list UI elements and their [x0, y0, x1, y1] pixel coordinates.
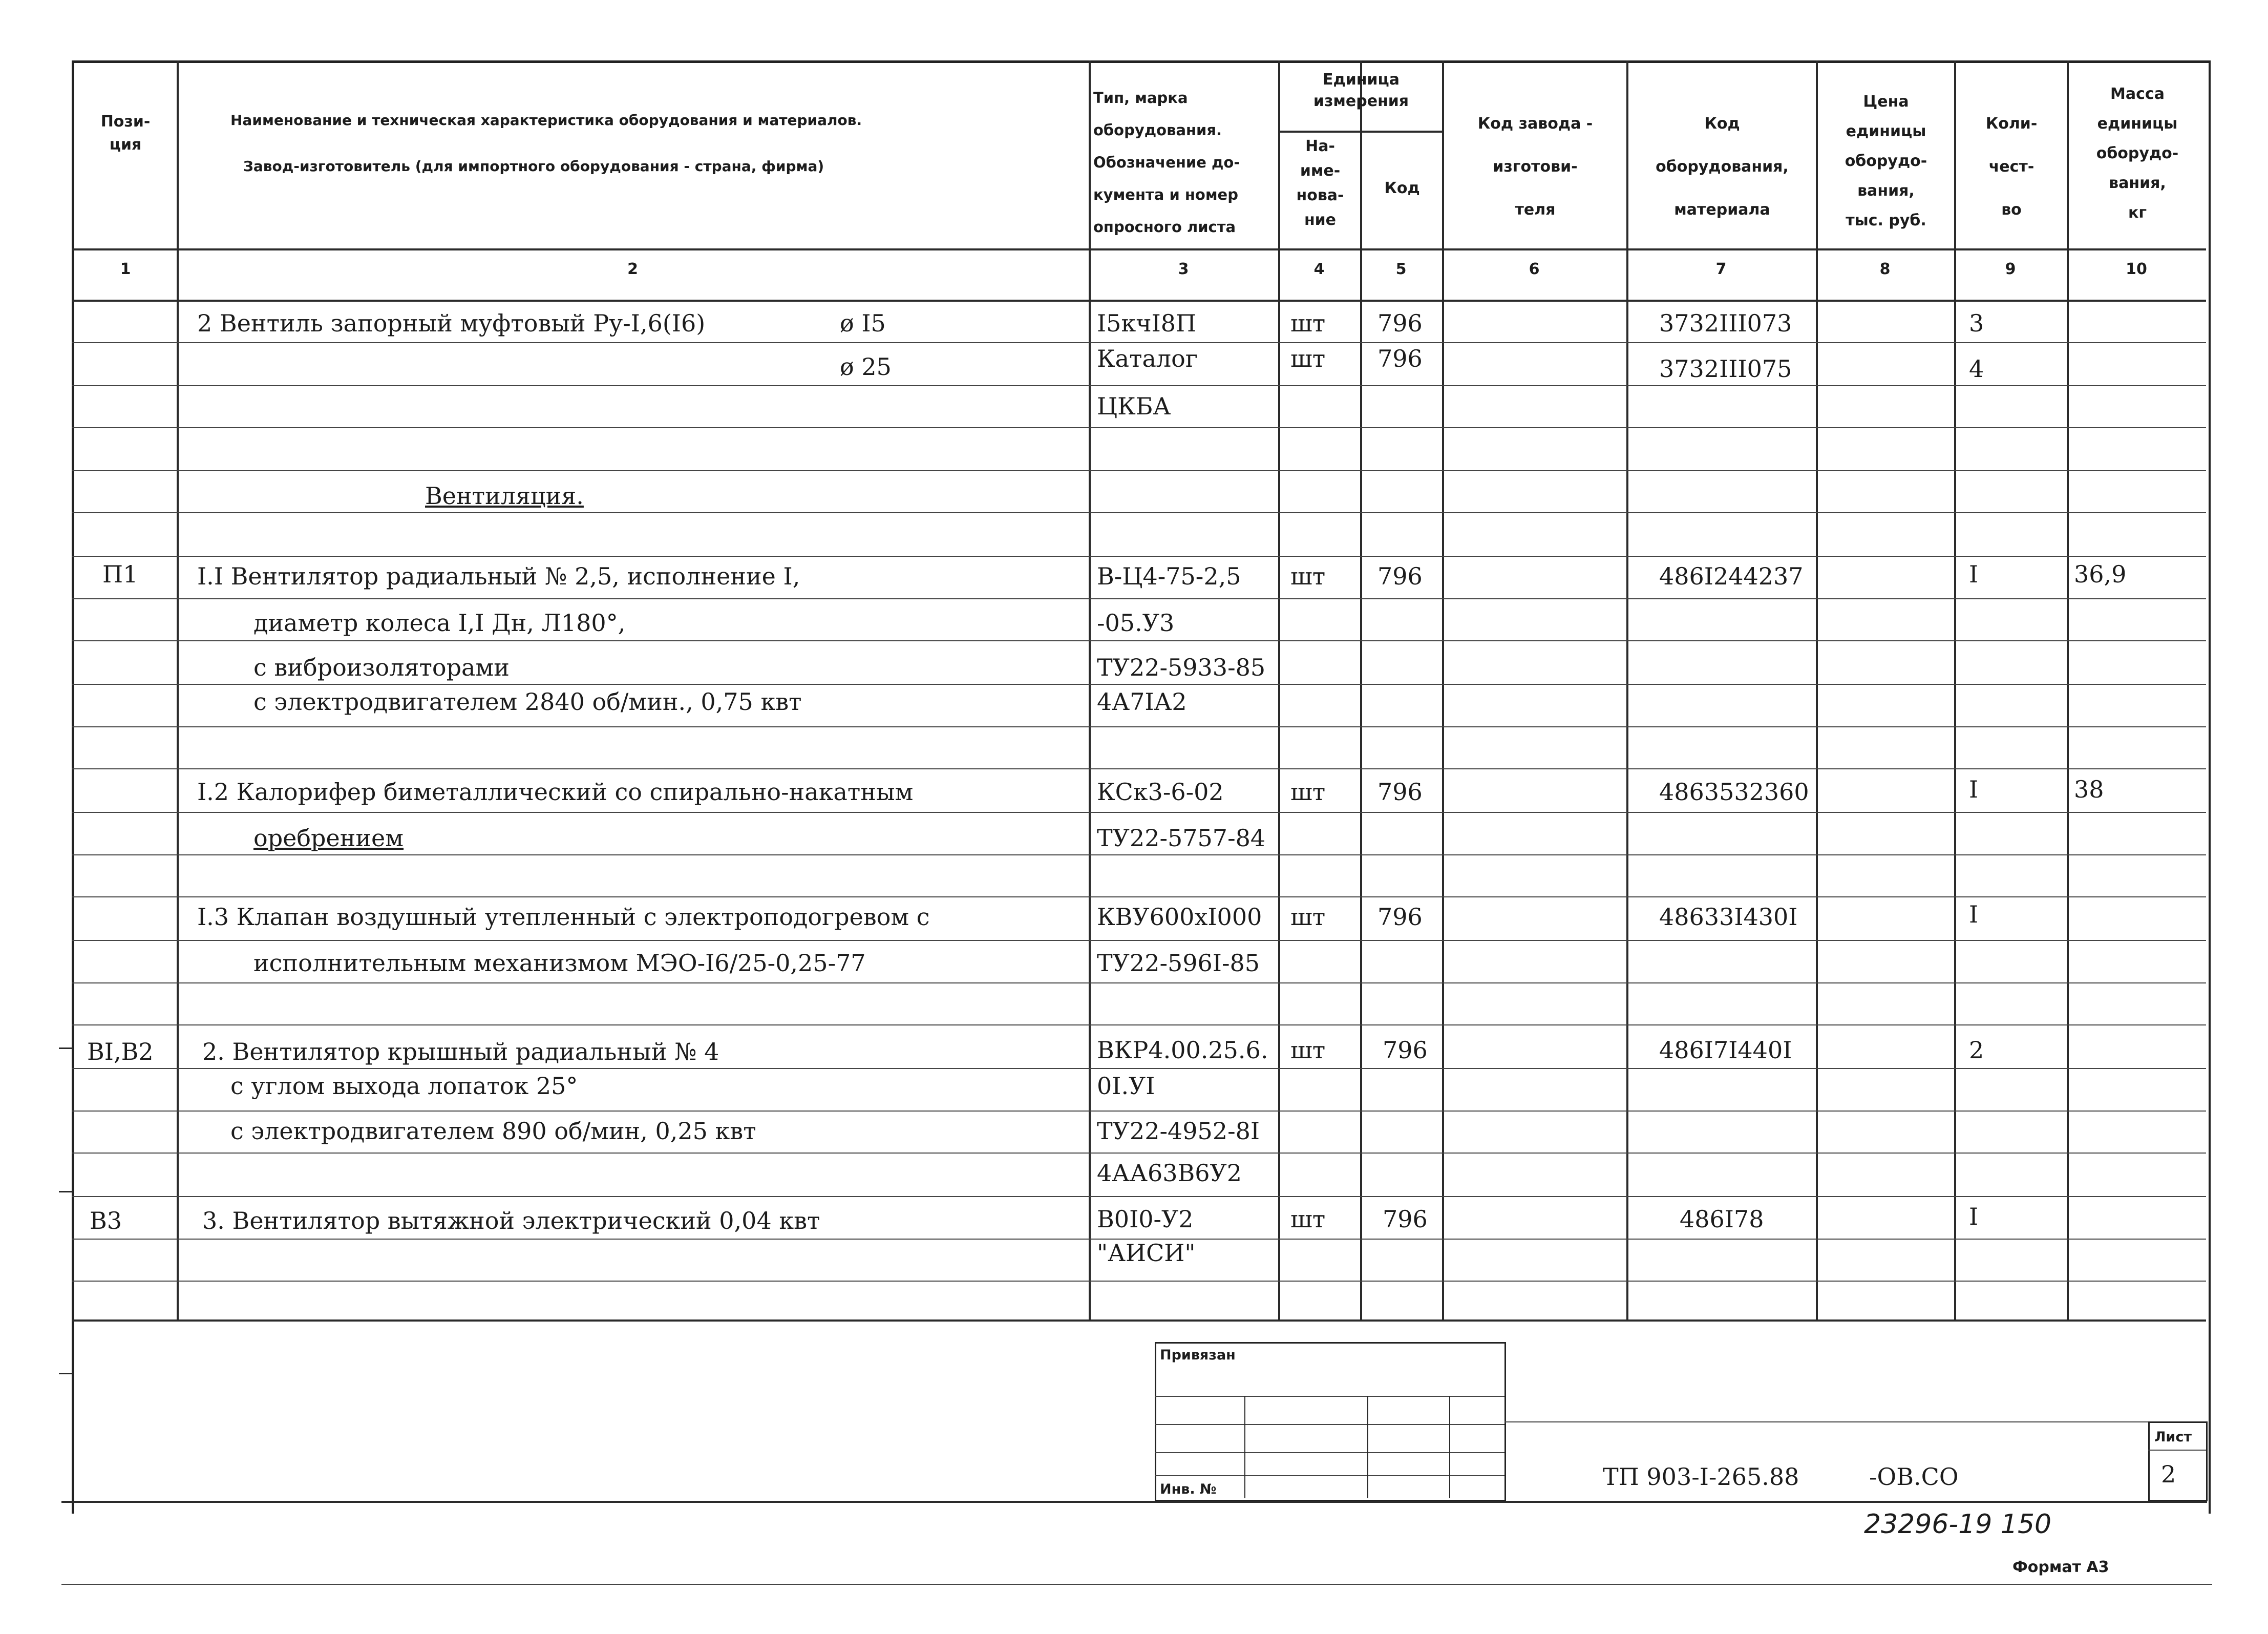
row-line	[72, 854, 2206, 855]
row-line	[72, 1024, 2206, 1025]
row-unit-code: 796	[1377, 562, 1423, 590]
row-qty: 3	[1969, 309, 1984, 337]
stamp-divider	[1244, 1396, 1245, 1498]
header-price: Цена единицы оборудо- вания, тыс. руб.	[1845, 93, 1927, 229]
header-mass: Масса единицы оборудо- вания, кг	[2096, 85, 2179, 222]
col-number: 9	[2005, 260, 2016, 278]
row-type: 4АА63В6У2	[1097, 1159, 1242, 1187]
col-number: 10	[2126, 260, 2147, 278]
section-title: Вентиляция.	[425, 482, 584, 510]
row-unit: шт	[1290, 778, 1326, 806]
row-type: ТУ22-4952-8I	[1097, 1117, 1260, 1145]
format-label: Формат А3	[2012, 1558, 2109, 1576]
row-name: с электродвигателем 2840 об/мин., 0,75 квт	[253, 688, 802, 716]
sheet-number: 2	[2161, 1460, 2176, 1488]
row-line	[72, 1196, 2206, 1197]
row-type: -05.У3	[1097, 609, 1175, 637]
frame-bottom-line	[61, 1501, 2207, 1503]
row-line	[72, 896, 2206, 897]
unit-subheader-line	[1278, 131, 1442, 133]
row-position: B3	[90, 1207, 122, 1234]
row-line	[72, 640, 2206, 641]
stamp-inv: Инв. №	[1160, 1481, 1217, 1497]
header-bottom-line	[72, 248, 2206, 250]
stamp-line	[1155, 1475, 1504, 1476]
row-line	[72, 470, 2206, 471]
row-name: с электродвигателем 890 об/мин, 0,25 квт	[230, 1117, 756, 1145]
row-qty: I	[1969, 776, 1979, 803]
header-name-line2: Завод-изготовитель (для импортного оборудования - страна, фирма)	[243, 158, 824, 175]
row-name: с виброизоляторами	[253, 654, 510, 681]
row-type: ВКР4.00.25.6.	[1097, 1036, 1268, 1064]
margin-tick	[59, 1048, 73, 1049]
row-unit: шт	[1290, 1205, 1326, 1233]
row-qty: 4	[1969, 355, 1984, 383]
row-name: оребрением	[253, 824, 404, 852]
stamp-line	[1155, 1396, 1504, 1397]
row-code: 3732III073	[1659, 309, 1792, 337]
header-factory-code: Код завода - изготови- теля	[1477, 115, 1593, 219]
stamp-divider	[1449, 1396, 1450, 1498]
row-line	[72, 385, 2206, 386]
row-type: КВУ600хI000	[1097, 903, 1262, 931]
row-type: ТУ22-5933-85	[1097, 654, 1266, 681]
row-type: ТУ22-596I-85	[1097, 949, 1260, 977]
header-unit-code: Код	[1384, 179, 1420, 197]
row-unit: шт	[1290, 562, 1326, 590]
row-name: диаметр колеса I,I Дн, Л180°,	[253, 609, 626, 637]
row-unit-code: 796	[1377, 903, 1423, 931]
row-unit-code: 796	[1377, 778, 1423, 806]
row-type: ЦКБА	[1097, 392, 1171, 420]
row-type: В-Ц4-75-2,5	[1097, 562, 1241, 590]
stamp-line	[1155, 1452, 1504, 1453]
row-name: I.I Вентилятор радиальный № 2,5, исполнение I,	[197, 562, 800, 590]
row-mass: 38	[2074, 776, 2104, 803]
row-qty: 2	[1969, 1036, 1984, 1064]
row-code: 486I244237	[1659, 562, 1804, 590]
stamp-line	[1155, 1424, 1504, 1425]
row-qty: I	[1969, 900, 1979, 928]
row-type: ТУ22-5757-84	[1097, 824, 1266, 852]
row-qty: I	[1969, 560, 1979, 588]
table-bottom-line	[72, 1319, 2206, 1322]
row-unit-code: 796	[1383, 1036, 1428, 1064]
row-line	[72, 1281, 2206, 1282]
row-line	[72, 768, 2206, 769]
row-type: В0I0-У2	[1097, 1205, 1194, 1233]
row-name: I.3 Клапан воздушный утепленный с электроподогревом с	[197, 903, 930, 931]
row-line	[72, 1153, 2206, 1154]
row-line	[72, 940, 2206, 941]
row-mass: 36,9	[2074, 560, 2127, 588]
row-line	[72, 726, 2206, 727]
header-type: Тип, марка оборудования. Обозначение до- кумента и номер опросного листа	[1093, 89, 1240, 236]
col-number: 1	[120, 260, 131, 278]
header-position: Пози- ция	[100, 113, 151, 154]
col-number: 4	[1313, 260, 1325, 278]
row-diameter: ø I5	[840, 309, 886, 337]
row-line	[72, 342, 2206, 343]
row-line	[72, 982, 2206, 983]
row-type: Каталог	[1097, 345, 1198, 372]
header-name-line1: Наименование и техническая характеристика оборудования и материалов.	[230, 112, 862, 129]
row-unit: шт	[1290, 309, 1326, 337]
row-line	[72, 812, 2206, 813]
row-line	[72, 598, 2206, 599]
archive-number: 23296-19 150	[1864, 1509, 2052, 1540]
row-type: "АИСИ"	[1097, 1239, 1196, 1267]
row-unit-code: 796	[1383, 1205, 1428, 1233]
row-line	[72, 684, 2206, 685]
row-qty: I	[1969, 1203, 1979, 1230]
row-position: BI,B2	[87, 1038, 154, 1065]
row-name: с углом выхода лопаток 25°	[230, 1072, 578, 1100]
sheet-box-line	[2148, 1450, 2206, 1451]
row-name: исполнительным механизмом МЭО-I6/25-0,25-77	[253, 949, 866, 977]
row-diameter: ø 25	[840, 353, 892, 381]
row-type: КСк3-6-02	[1097, 778, 1224, 806]
row-code: 3732III075	[1659, 355, 1792, 383]
stamp-box	[1155, 1342, 1506, 1501]
stamp-privyazan: Привязан	[1160, 1347, 1236, 1363]
numbers-bottom-line	[72, 300, 2206, 302]
row-unit: шт	[1290, 1036, 1326, 1064]
row-name: 2. Вентилятор крышный радиальный № 4	[202, 1038, 719, 1065]
col-number: 7	[1715, 260, 1727, 278]
row-line	[72, 512, 2206, 513]
row-name: 2 Вентиль запорный муфтовый Ру-I,6(I6)	[197, 309, 706, 337]
row-type: I5кчI8П	[1097, 309, 1197, 337]
margin-tick	[59, 1191, 73, 1192]
col-number: 2	[627, 260, 638, 278]
row-line	[72, 556, 2206, 557]
row-code: 486I7I440I	[1659, 1036, 1792, 1064]
doc-suffix: -ОВ.СО	[1869, 1463, 1959, 1491]
row-name: I.2 Калорифер биметаллический со спирально-накатным	[197, 778, 914, 806]
row-type: 4А7IА2	[1097, 688, 1187, 716]
margin-tick	[59, 1373, 73, 1374]
header-quantity: Коли- чест- во	[1985, 115, 2038, 219]
row-type: 0I.УI	[1097, 1072, 1155, 1100]
row-position: П1	[102, 560, 138, 588]
col-number: 8	[1879, 260, 1891, 278]
col-number: 5	[1395, 260, 1407, 278]
header-equipment-code: Код оборудования, материала	[1656, 115, 1789, 219]
sheet-label: Лист	[2154, 1429, 2192, 1445]
col-number: 3	[1178, 260, 1189, 278]
row-unit-code: 796	[1377, 345, 1423, 372]
row-unit: шт	[1290, 903, 1326, 931]
header-unit-group-title: Единица измерения	[1313, 71, 1409, 110]
row-code: 48633I430I	[1659, 903, 1798, 931]
row-code: 4863532360	[1659, 778, 1809, 806]
header-unit-group: На- име- нова- ние	[1296, 137, 1344, 229]
row-line	[72, 1111, 2206, 1112]
row-unit-code: 796	[1377, 309, 1423, 337]
row-line	[72, 427, 2206, 428]
title-line	[1504, 1421, 2206, 1422]
row-name: 3. Вентилятор вытяжной электрический 0,04 квт	[202, 1207, 820, 1234]
bottom-rule	[61, 1584, 2212, 1585]
col-number: 6	[1529, 260, 1540, 278]
doc-code: ТП 903-I-265.88	[1603, 1463, 1799, 1491]
stamp-divider	[1367, 1396, 1368, 1498]
row-unit: шт	[1290, 345, 1326, 372]
row-code: 486I78	[1680, 1205, 1764, 1233]
row-line	[72, 1068, 2206, 1069]
